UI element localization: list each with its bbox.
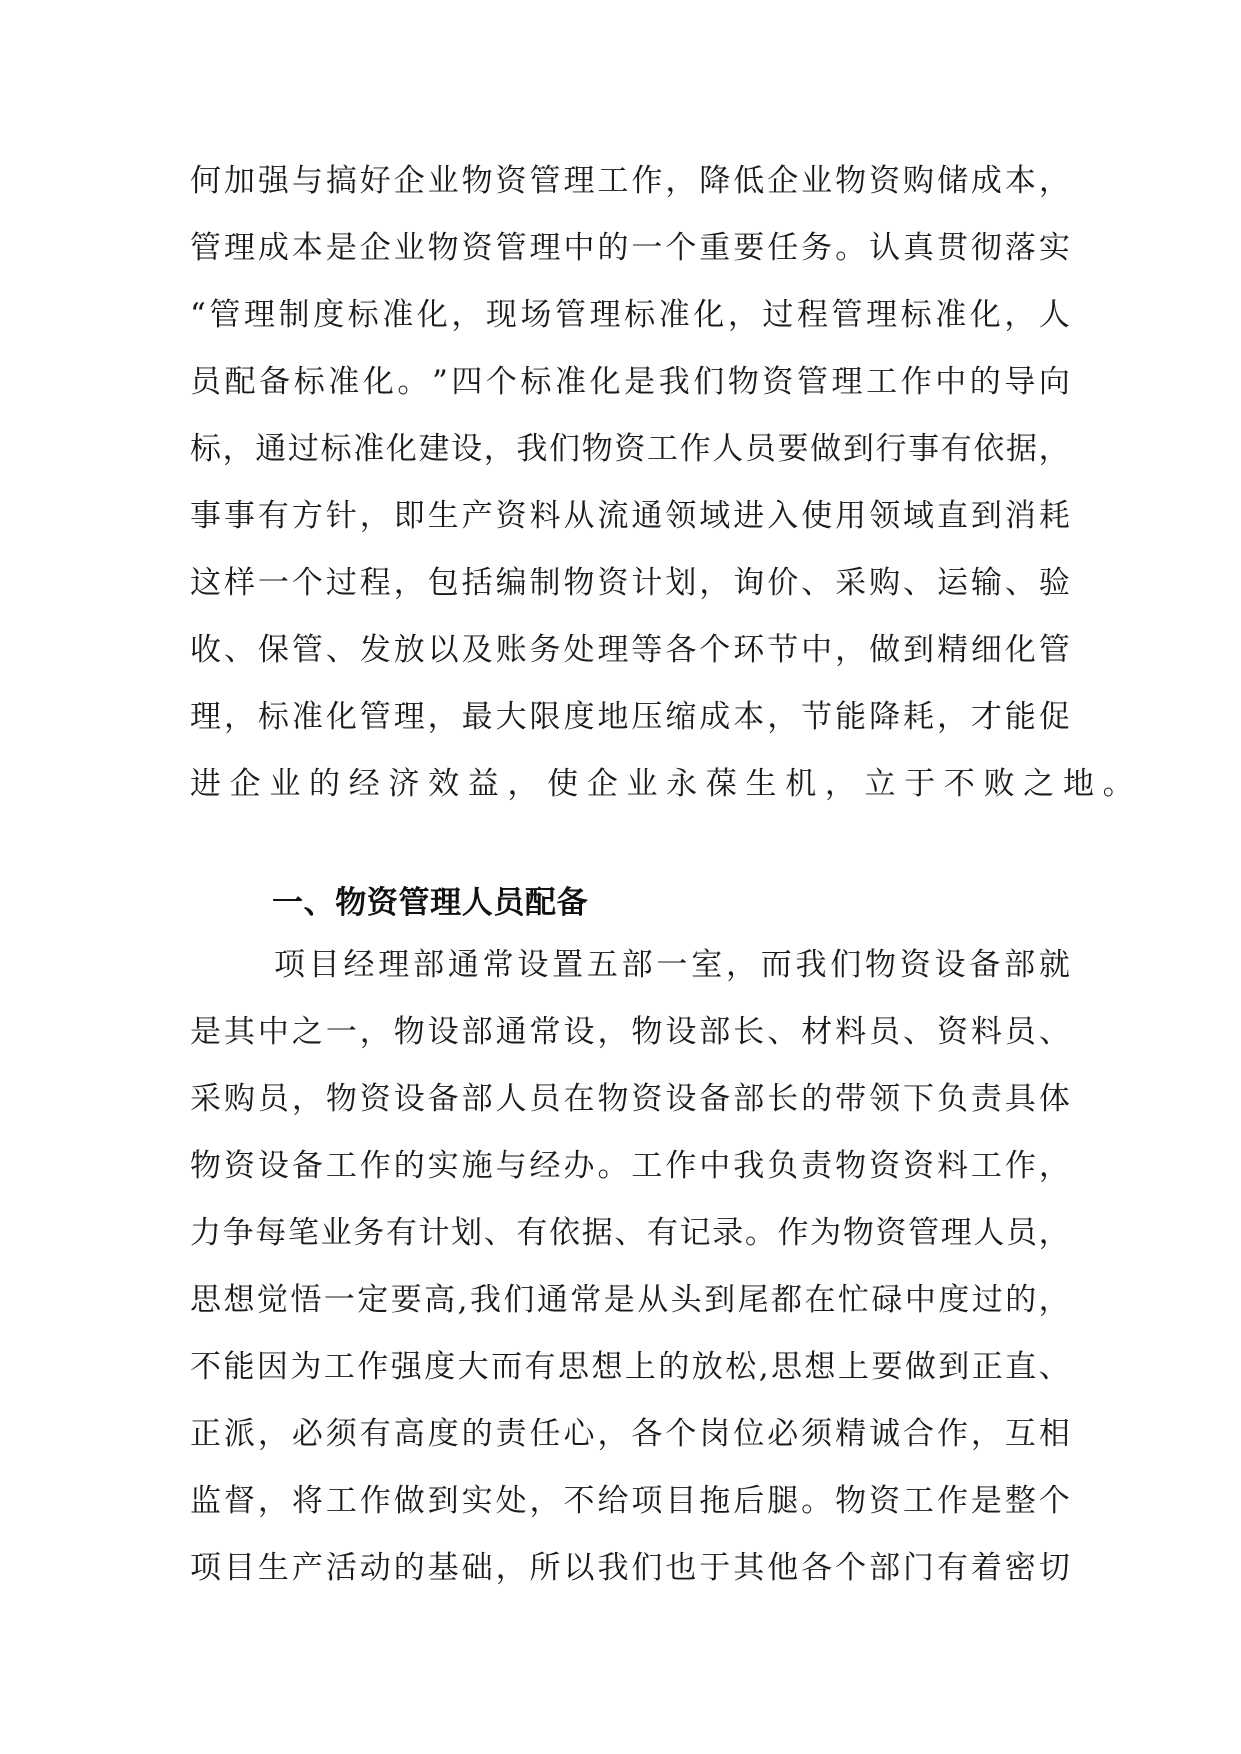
text-line: 管 理 成 本 是 企 业 物 资 管 理 中 的 一 个 重 要 任 务 。 认 真 贯 彻 落 实 xyxy=(190,230,1070,266)
text-line: 物 资 设 备 工 作 的 实 施 与 经 办 。 工 作 中 我 负 责 物 资 资 料 工 作 ， xyxy=(190,1148,1070,1184)
text-line: 员 配 备 标 准 化 。 ” 四 个 标 准 化 是 我 们 物 资 管 理 工 作 中 的 导 向 xyxy=(190,364,1070,400)
text-line: 收 、 保 管 、 发 放 以 及 账 务 处 理 等 各 个 环 节 中 ， 做 到 精 细 化 管 xyxy=(190,632,1070,668)
text-line: 这 样 一 个 过 程 ， 包 括 编 制 物 资 计 划 ， 询 价 、 采 购 、 运 输 、 验 xyxy=(190,565,1070,601)
text-line: “ 管 理 制 度 标 准 化 ， 现 场 管 理 标 准 化 ， 过 程 管 理 标 准 化 ， 人 xyxy=(190,297,1070,333)
text-line: 标 ， 通 过 标 准 化 建 设 ， 我 们 物 资 工 作 人 员 要 做 到 行 事 有 依 据 ， xyxy=(190,431,1070,467)
section-paragraph xyxy=(190,932,1070,1602)
section-heading: 一、物资管理人员配备 xyxy=(272,885,589,921)
text-line: 正 派 ， 必 须 有 高 度 的 责 任 心 ， 各 个 岗 位 必 须 精 诚 合 作 ， 互 相 xyxy=(190,1416,1070,1452)
intro-paragraph xyxy=(190,148,1143,818)
text-line: 监 督 ， 将 工 作 做 到 实 处 ， 不 给 项 目 拖 后 腿 。 物 资 工 作 是 整 个 xyxy=(190,1483,1070,1519)
text-line: 进企业的经济效益，使企业永葆生机，立于不败之地。 xyxy=(190,766,1143,802)
text-line: 项 目 经 理 部 通 常 设 置 五 部 一 室 ， 而 我 们 物 资 设 备 部 就 xyxy=(274,947,1070,983)
text-line: 理 ， 标 准 化 管 理 ， 最 大 限 度 地 压 缩 成 本 ， 节 能 降 耗 ， 才 能 促 xyxy=(190,699,1070,735)
text-line: 事 事 有 方 针 ， 即 生 产 资 料 从 流 通 领 域 进 入 使 用 领 域 直 到 消 耗 xyxy=(190,498,1070,534)
text-line: 力 争 每 笔 业 务 有 计 划 、 有 依 据 、 有 记 录 。 作 为 物 资 管 理 人 员 ， xyxy=(190,1215,1070,1251)
text-line: 项 目 生 产 活 动 的 基 础 ， 所 以 我 们 也 于 其 他 各 个 部 门 有 着 密 切 xyxy=(190,1550,1070,1586)
text-line: 思 想 觉 悟 一 定 要 高 , 我 们 通 常 是 从 头 到 尾 都 在 忙 碌 中 度 过 的 ， xyxy=(190,1282,1070,1318)
text-line: 不 能 因 为 工 作 强 度 大 而 有 思 想 上 的 放 松 , 思 想 上 要 做 到 正 直 、 xyxy=(190,1349,1070,1385)
text-line: 是 其 中 之 一 ， 物 设 部 通 常 设 ， 物 设 部 长 、 材 料 员 、 资 料 员 、 xyxy=(190,1014,1070,1050)
text-line: 何 加 强 与 搞 好 企 业 物 资 管 理 工 作 ， 降 低 企 业 物 资 购 储 成 本 ， xyxy=(190,163,1070,199)
text-line: 采 购 员 ， 物 资 设 备 部 人 员 在 物 资 设 备 部 长 的 带 领 下 负 责 具 体 xyxy=(190,1081,1070,1117)
